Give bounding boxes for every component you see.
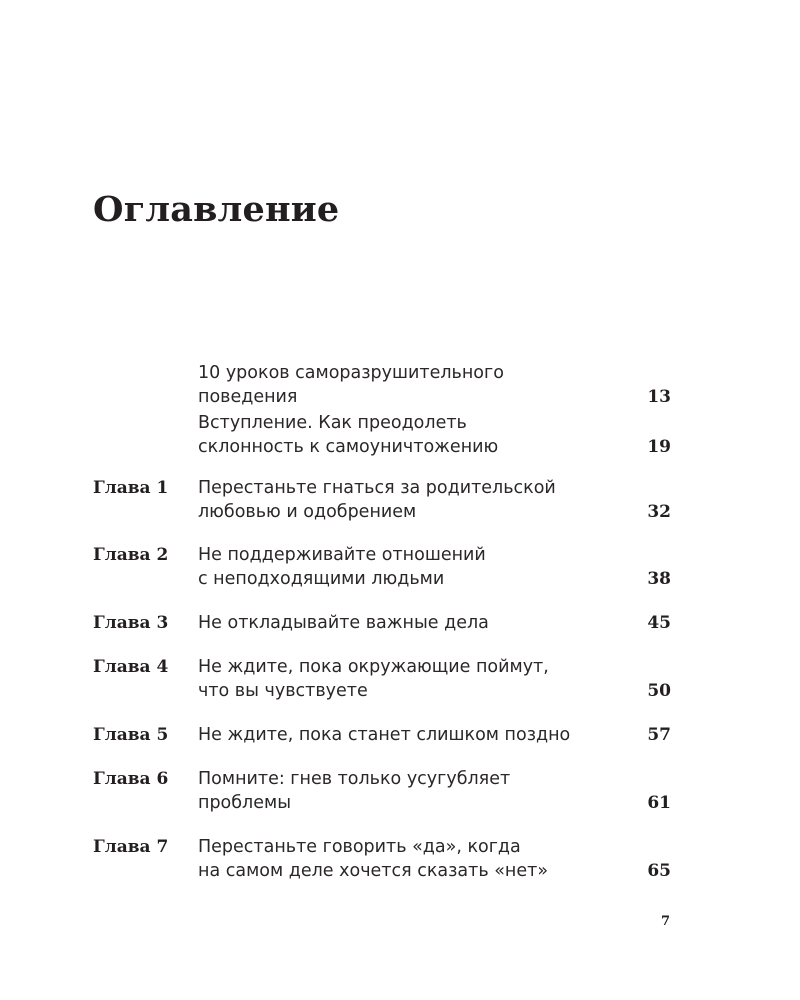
page-folio: 7 (660, 914, 670, 929)
entry-title-line-1: Перестаньте говорить «да», когда (198, 837, 521, 857)
entry-title-line-1: Перестаньте гнаться за родительской (198, 478, 556, 498)
entry-title-line-2: с неподходящими людьми (198, 569, 445, 589)
entry-title-line-1: 10 уроков саморазрушительного (198, 363, 504, 383)
entry-title-line-1: Не поддерживайте отношений (198, 545, 486, 565)
chapter-label: Глава 1 (93, 478, 169, 498)
entry-title-line-2: что вы чувствуете (198, 681, 368, 701)
entry-page-number: 38 (647, 569, 671, 589)
entry-title-line-2: на самом деле хочется сказать «нет» (198, 861, 549, 881)
chapter-label: Глава 4 (93, 657, 169, 677)
entry-title-line-1: Не откладывайте важные дела (198, 613, 489, 633)
entry-page-number: 57 (647, 725, 671, 745)
entry-title-line-1: Помните: гнев только усугубляет (198, 769, 511, 789)
entry-page-number: 61 (647, 793, 671, 813)
page-title: Оглавление (93, 189, 340, 230)
chapter-label: Глава 2 (93, 545, 169, 565)
entry-title-line-2: проблемы (198, 793, 292, 813)
entry-page-number: 50 (647, 681, 671, 701)
entry-page-number: 65 (647, 861, 671, 881)
chapter-label: Глава 6 (93, 769, 169, 789)
entry-title-line-1: Вступление. Как преодолеть (198, 413, 467, 433)
chapter-label: Глава 7 (93, 837, 169, 857)
entry-title-line-1: Не ждите, пока станет слишком поздно (198, 725, 571, 745)
entry-page-number: 45 (647, 613, 671, 633)
entry-page-number: 13 (647, 387, 671, 407)
entry-title-line-1: Не ждите, пока окружающие поймут, (198, 657, 549, 677)
entry-page-number: 19 (647, 437, 671, 457)
entry-page-number: 32 (647, 502, 671, 522)
entry-title-line-2: любовью и одобрением (198, 502, 417, 522)
entry-title-line-2: склонность к самоуничтожению (198, 437, 499, 457)
chapter-label: Глава 5 (93, 725, 169, 745)
chapter-label: Глава 3 (93, 613, 169, 633)
entry-title-line-2: поведения (198, 387, 298, 407)
